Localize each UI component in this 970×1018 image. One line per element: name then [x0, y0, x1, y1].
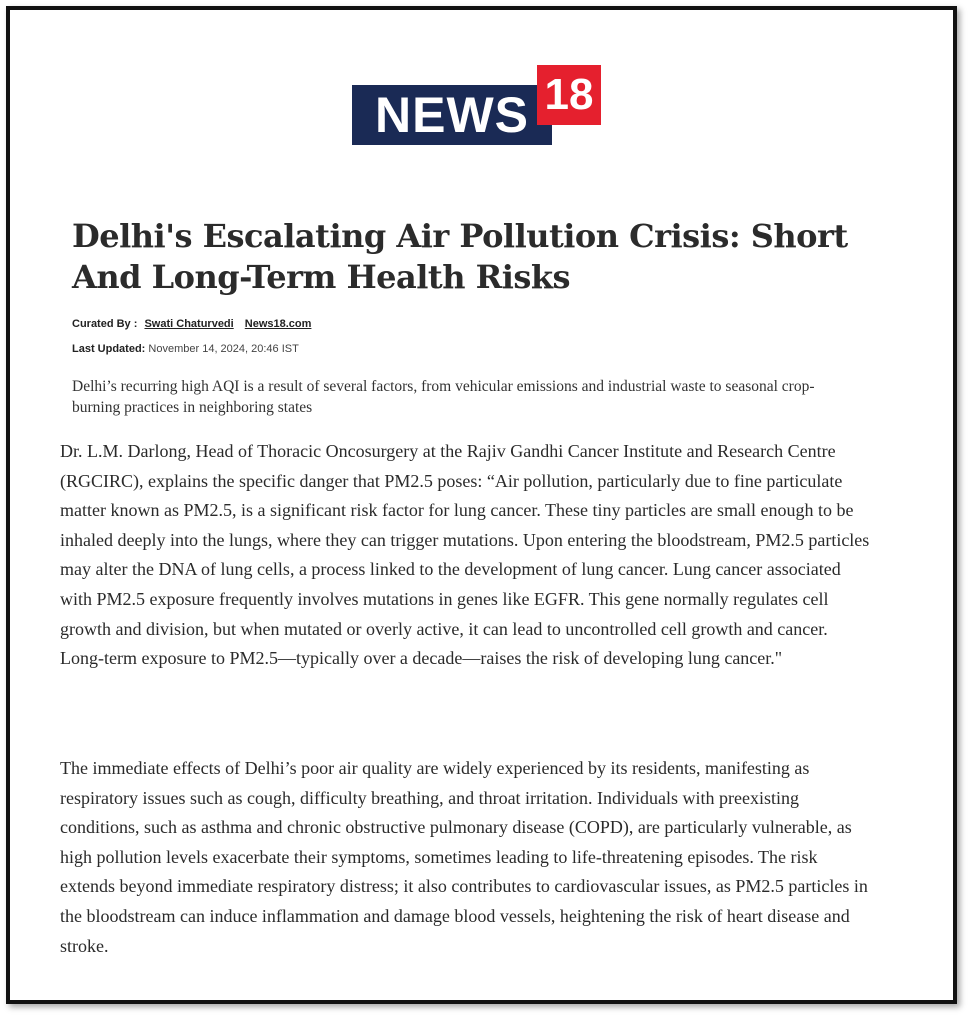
article-title: Delhi's Escalating Air Pollution Crisis: Short And Long-Term Health Risks: [72, 217, 848, 296]
updated-label: Last Updated:: [72, 343, 146, 355]
article-summary: Delhi’s recurring high AQI is a result of several factors, from vehicular emissions and industrial waste to seasonal crop-burning practices in neighboring states: [72, 378, 815, 416]
news18-logo[interactable]: [352, 65, 602, 155]
curated-label: Curated By :: [72, 318, 138, 330]
article-paragraph-1: Dr. L.M. Darlong, Head of Thoracic Oncosurgery at the Rajiv Gandhi Cancer Institute and Research Centre (RGCIRC), explains the specific danger that PM2.5 poses: “Air pollution, particularly due to fine particulate matter known as PM2.5, is a significant risk factor for lung cancer. These tiny particles are small enough to be inhaled deeply into the lungs, where they can trigger mutations. Upon entering the bloodstream, PM2.5 particles may alter the DNA of lung cells, a process linked to the development of lung cancer. Lung cancer associated with PM2.5 exposure frequently involves mutations in genes like EGFR. This gene normally regulates cell growth and division, but when mutated or overly active, it can lead to uncontrolled cell growth and cancer. Long-term exposure to PM2.5—typically over a decade—raises the risk of developing lung cancer.": [60, 441, 870, 669]
last-updated-line: [72, 343, 299, 355]
logo-word: NEWS: [352, 85, 552, 145]
author-link[interactable]: Swati Chaturvedi: [144, 318, 234, 330]
publisher-link[interactable]: News18.com: [244, 318, 312, 330]
article-paragraph-2: The immediate effects of Delhi’s poor air quality are widely experienced by its residents, manifesting as respiratory issues such as cough, difficulty breathing, and throat irritation. Individuals with preexisting conditions, such as asthma and chronic obstructive pulmonary disease (COPD), are particularly vulnerable, as high pollution levels exacerbate their symptoms, sometimes leading to life-threatening episodes. The risk extends beyond immediate respiratory distress; it also contributes to cardiovascular issues, as PM2.5 particles in the bloodstream can induce inflammation and damage blood vessels, heightening the risk of heart disease and stroke.: [60, 758, 868, 956]
curated-by-line: [72, 318, 311, 330]
logo-number: 18: [537, 65, 601, 125]
updated-date: November 14, 2024, 20:46 IST: [148, 343, 299, 355]
article-frame: [6, 6, 957, 1004]
